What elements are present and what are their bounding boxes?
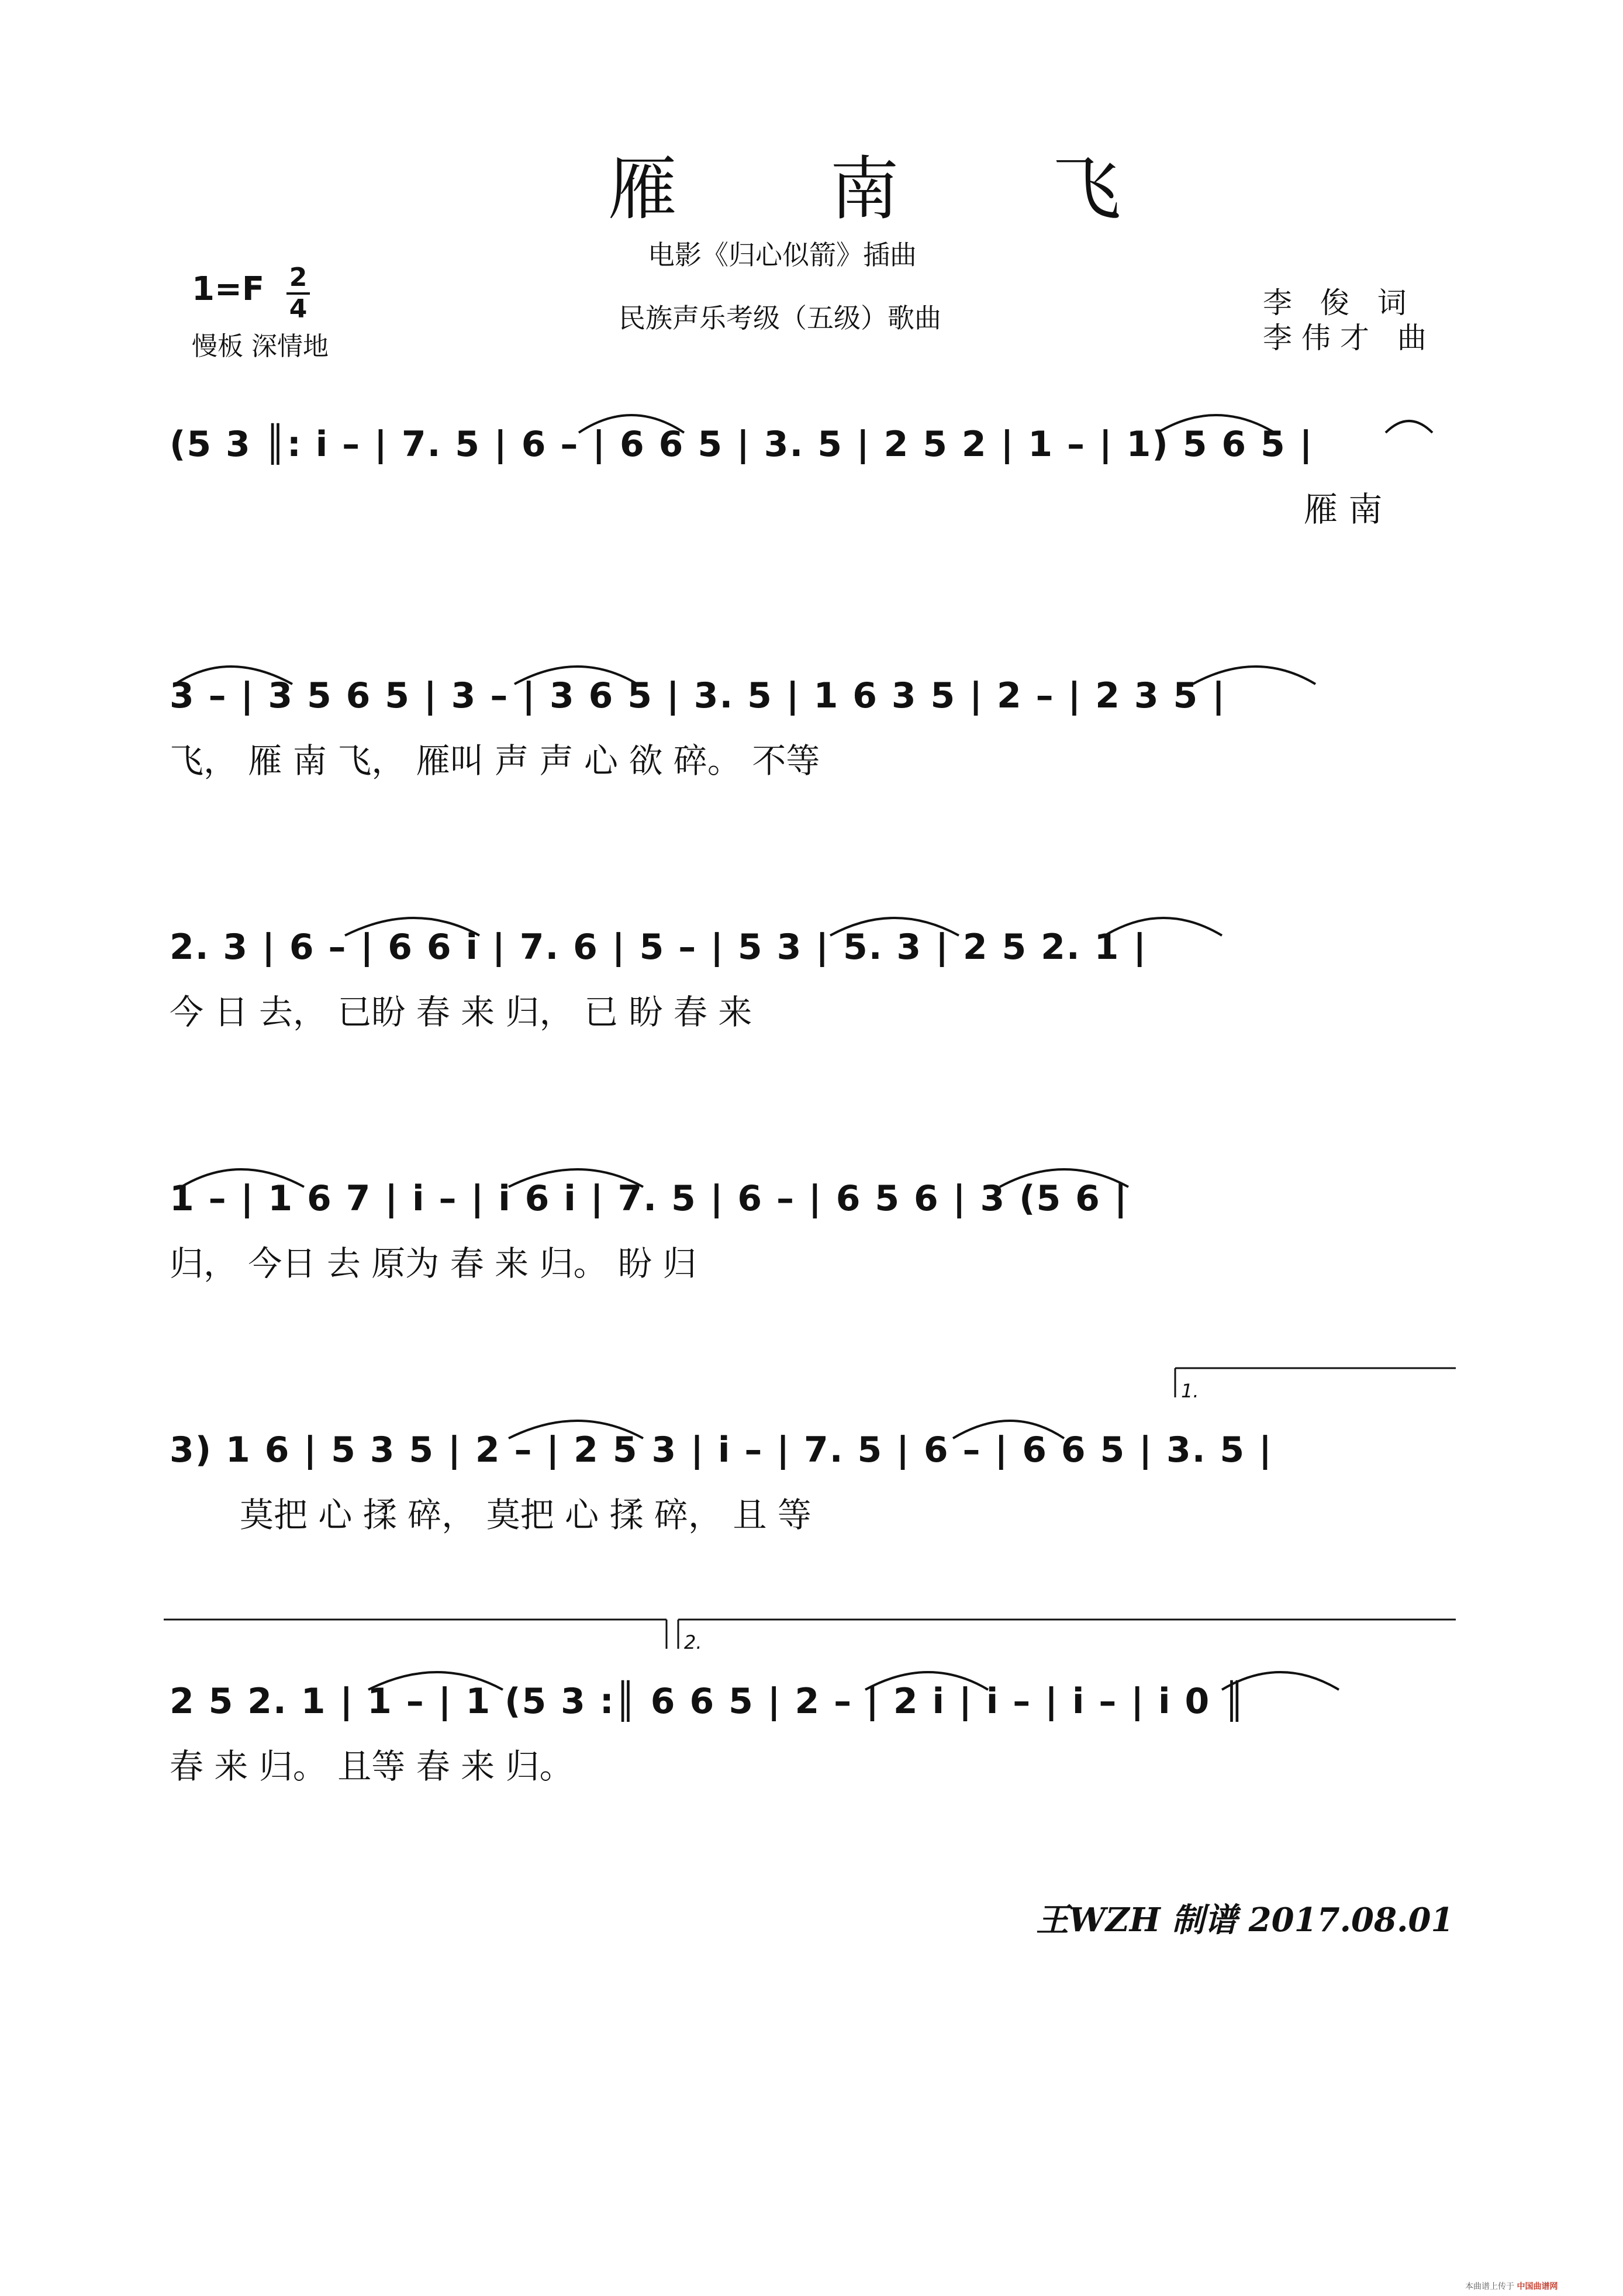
footer-credit	[1465, 2280, 1558, 2292]
key-signature: 1=F	[192, 270, 265, 308]
score-row-2	[0, 661, 1623, 836]
song-subtitle: 电影《归心似箭》插曲	[648, 239, 917, 271]
notation-line	[170, 409, 1479, 479]
volta-second: 2.	[684, 1631, 702, 1653]
lyrics-line: 今 日 去， 已盼 春 来 归， 已 盼 春 来	[170, 992, 752, 1032]
footer-prefix: 本曲谱上传于	[1465, 2282, 1514, 2291]
transcriber-signature: 王WZH 制谱 2017.08.01	[1036, 1901, 1454, 1939]
song-title: 雁 南 飞	[608, 149, 1187, 229]
score-row-1	[0, 409, 1623, 585]
jianpu-notes: 3) 1 6 | 5 3 5 | 2 – | 2 5 3 | i – | 7. 5 | 6 – | 6 6 5 | 3. 5 |	[170, 1430, 1273, 1470]
lyrics-line: 雁 南	[1304, 489, 1383, 529]
lyrics-line: 归， 今日 去 原为 春 来 归。 盼 归	[170, 1244, 697, 1283]
lyrics-line: 飞， 雁 南 飞， 雁叫 声 声 心 欲 碎。 不等	[170, 741, 820, 781]
composer-credit: 李伟才 曲	[1263, 321, 1436, 355]
score-row-5	[0, 1380, 1623, 1590]
time-signature	[286, 264, 310, 323]
time-signature-bottom: 4	[289, 294, 308, 324]
notation-line	[170, 1631, 1479, 1736]
volta-first: 1.	[1181, 1380, 1199, 1402]
notation-line	[170, 1163, 1479, 1234]
jianpu-notes: 2. 3 | 6 – | 6 6 i | 7. 6 | 5 – | 5 3 | 5. 3 | 2 5 2. 1 |	[170, 927, 1148, 968]
notation-line	[170, 912, 1479, 982]
lyrics-line: 春 来 归。 且等 春 来 归。	[170, 1746, 574, 1786]
score-row-6	[0, 1631, 1623, 1842]
jianpu-notes: 2 5 2. 1 | 1 – | 1 (5 3 :║ 6 6 5 | 2 – | 2 i | i – | i – | i 0 ║	[170, 1681, 1246, 1722]
score-row-3	[0, 912, 1623, 1087]
song-category: 民族声乐考级（五级）歌曲	[619, 302, 941, 334]
time-signature-top: 2	[289, 263, 308, 292]
jianpu-notes: 1 – | 1 6 7 | i – | i 6 i | 7. 5 | 6 – | 6 5 6 | 3 (5 6 |	[170, 1178, 1128, 1219]
jianpu-notes: 3 – | 3 5 6 5 | 3 – | 3 6 5 | 3. 5 | 1 6 3 5 | 2 – | 2 3 5 |	[170, 675, 1227, 716]
site-brand: 中国曲谱网	[1517, 2282, 1558, 2291]
score-row-4	[0, 1163, 1623, 1339]
notation-line	[170, 661, 1479, 731]
notation-line	[170, 1380, 1479, 1485]
jianpu-notes: (5 3 ║: i – | 7. 5 | 6 – | 6 6 5 | 3. 5 | 2 5 2 | 1 – | 1) 5 6 5 |	[170, 424, 1314, 465]
lyricist-credit: 李 俊 词	[1263, 286, 1416, 320]
lyrics-line: 莫把 心 揉 碎， 莫把 心 揉 碎， 且 等	[240, 1495, 811, 1535]
tempo-marking: 慢板 深情地	[192, 332, 329, 361]
